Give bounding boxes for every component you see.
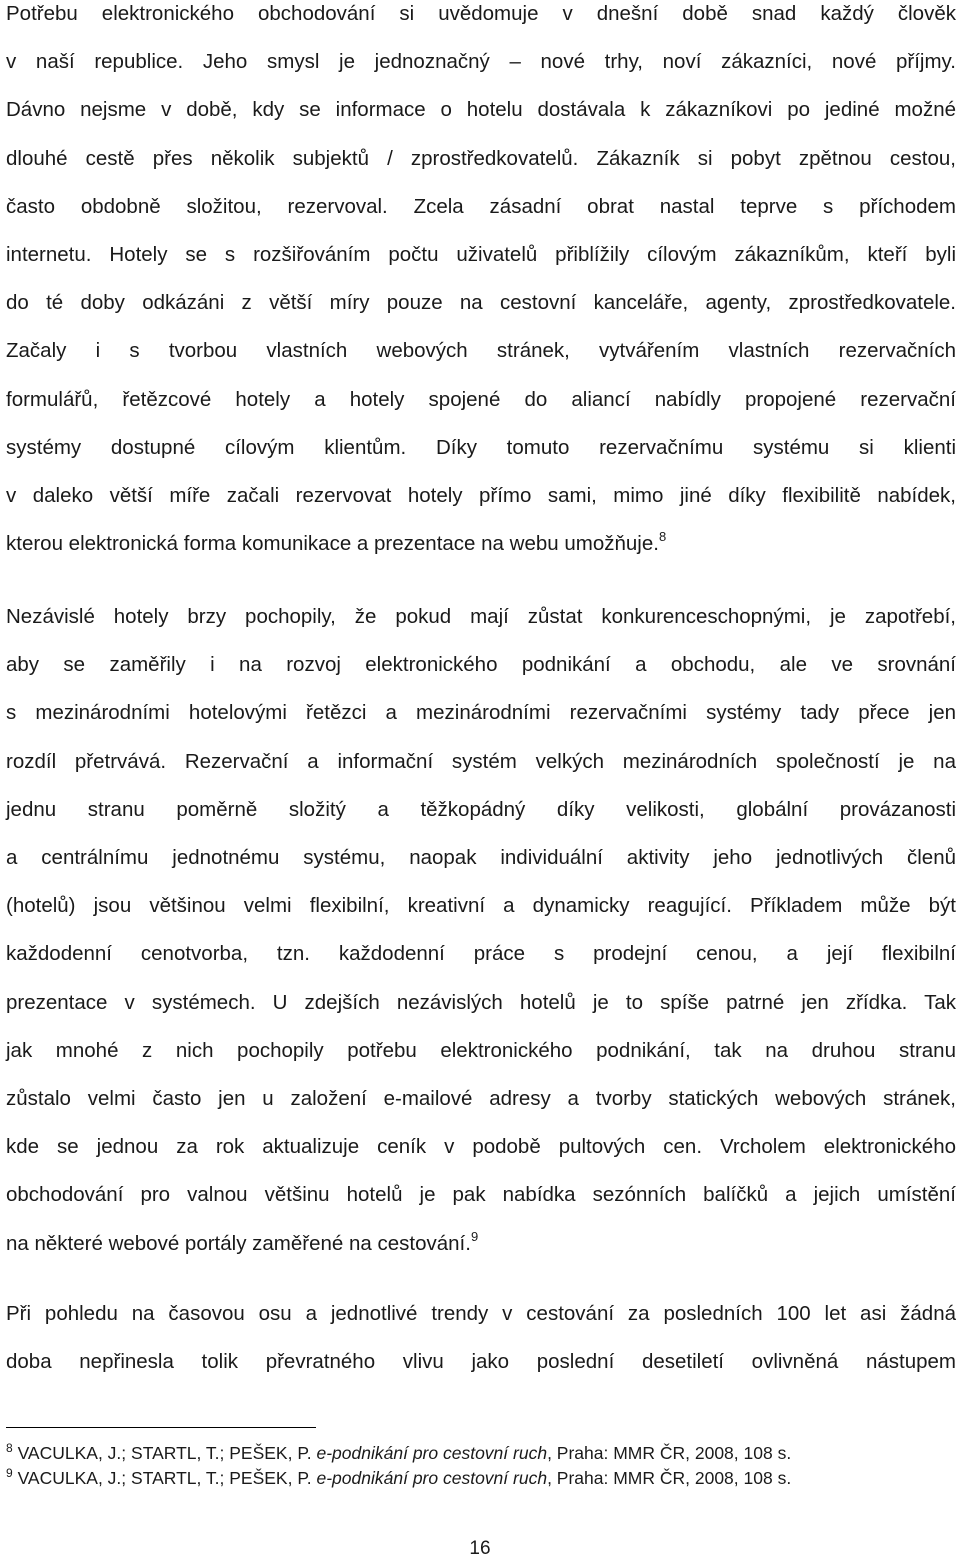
text-line: zůstalo velmi často jen u založení e-mailové adresy a tvorby statických webových stránek, xyxy=(6,1087,956,1111)
footnote-title: e-podnikání pro cestovní ruch xyxy=(316,1468,548,1488)
text-line: aby se zaměřily i na rozvoj elektronického podnikání a obchodu, ale ve srovnání xyxy=(6,653,956,677)
footnote-publication: , Praha: MMR ČR, 2008, 108 s. xyxy=(547,1443,792,1463)
text-line: v naší republice. Jeho smysl je jednoznačný – nové trhy, noví zákazníci, nové příjmy. xyxy=(6,50,956,74)
text-line: často obdobně složitou, rezervoval. Zcela zásadní obrat nastal teprve s příchodem xyxy=(6,194,956,218)
text-line xyxy=(6,520,956,568)
text-line: a centrálnímu jednotnému systému, naopak individuální aktivity jeho jednotlivých členů xyxy=(6,846,956,870)
text-line: prezentace v systémech. U zdejších nezávislých hotelů je to spíše patrné jen zřídka. Tak xyxy=(6,990,956,1014)
text-line: internetu. Hotely se s rozšiřováním počtu uživatelů přiblížily cílovým zákazníkům, kteří byli xyxy=(6,243,956,267)
text-line: formulářů, řetězcové hotely a hotely spojené do aliancí nabídly propojené rezervační xyxy=(6,387,956,411)
footnote-ref[interactable]: 8 xyxy=(658,529,667,545)
text-line: Nezávislé hotely brzy pochopily, že pokud mají zůstat konkurenceschopnými, je zapotřebí, xyxy=(6,605,956,628)
text-line: (hotelů) jsou většinou velmi flexibilní, kreativní a dynamicky reagující. Příkladem může být xyxy=(6,894,956,918)
text-line-content: na některé webové portály zaměřené na cestování. xyxy=(6,1231,471,1255)
footnote-title: e-podnikání pro cestovní ruch xyxy=(316,1443,548,1463)
footnote-separator xyxy=(6,1427,316,1428)
paragraph-3 xyxy=(6,1290,956,1386)
text-line: jednu stranu poměrně složitý a těžkopádný díky velikosti, globální provázanosti xyxy=(6,797,956,821)
text-line: Při pohledu na časovou osu a jednotlivé trendy v cestování za posledních 100 let asi žádná xyxy=(6,1302,956,1325)
text-line xyxy=(6,1220,956,1268)
text-line: dlouhé cestě přes několik subjektů / zprostředkovatelů. Zákazník si pobyt zpětnou cestou, xyxy=(6,146,956,170)
text-line: systémy dostupné cílovým klientům. Díky tomuto rezervačnímu systému si klienti xyxy=(6,435,956,459)
text-line: Dávno nejsme v době, kdy se informace o hotelu dostávala k zákazníkovi po jediné možné xyxy=(6,98,956,122)
footnote-authors: VACULKA, J.; STARTL, T.; PEŠEK, P. xyxy=(17,1468,312,1488)
footnote-8 xyxy=(6,1442,791,1464)
text-line: doba nepřinesla tolik převratného vlivu jako poslední desetiletí ovlivněná nástupem xyxy=(6,1350,956,1374)
footnote-authors: VACULKA, J.; STARTL, T.; PEŠEK, P. xyxy=(17,1443,312,1463)
text-line: kde se jednou za rok aktualizuje ceník v podobě pultových cen. Vrcholem elektronického xyxy=(6,1135,956,1159)
footnote-publication: , Praha: MMR ČR, 2008, 108 s. xyxy=(547,1468,792,1488)
paragraph-1 xyxy=(6,0,956,568)
page-number: 16 xyxy=(469,1538,491,1559)
footnote-9 xyxy=(6,1467,791,1489)
text-line: jak mnohé z nich pochopily potřebu elektronického podnikání, tak na druhou stranu xyxy=(6,1038,956,1062)
footnote-ref[interactable]: 9 xyxy=(470,1228,479,1244)
text-line: rozdíl přetrvává. Rezervační a informační systém velkých mezinárodních společností je na xyxy=(6,749,956,773)
text-line: v daleko větší míře začali rezervovat hotely přímo sami, mimo jiné díky flexibilitě nabídek, xyxy=(6,484,956,508)
text-line: do té doby odkázáni z větší míry pouze na cestovní kanceláře, agenty, zprostředkovatele. xyxy=(6,291,956,315)
text-line: Potřebu elektronického obchodování si uvědomuje v dnešní době snad každý člověk xyxy=(6,2,956,25)
text-line: Začaly i s tvorbou vlastních webových stránek, vytvářením vlastních rezervačních xyxy=(6,339,956,363)
text-line: obchodování pro valnou většinu hotelů je pak nabídka sezónních balíčků a jejich umístění xyxy=(6,1183,956,1207)
text-line-content: kterou elektronická forma komunikace a prezentace na webu umožňuje. xyxy=(6,532,659,556)
footnote-number: 8 xyxy=(6,1441,13,1455)
paragraph-2 xyxy=(6,593,956,1268)
footnote-number: 9 xyxy=(6,1466,13,1480)
text-line: každodenní cenotvorba, tzn. každodenní práce s prodejní cenou, a její flexibilní xyxy=(6,942,956,966)
text-line: s mezinárodními hotelovými řetězci a mezinárodními rezervačními systémy tady přece jen xyxy=(6,701,956,725)
